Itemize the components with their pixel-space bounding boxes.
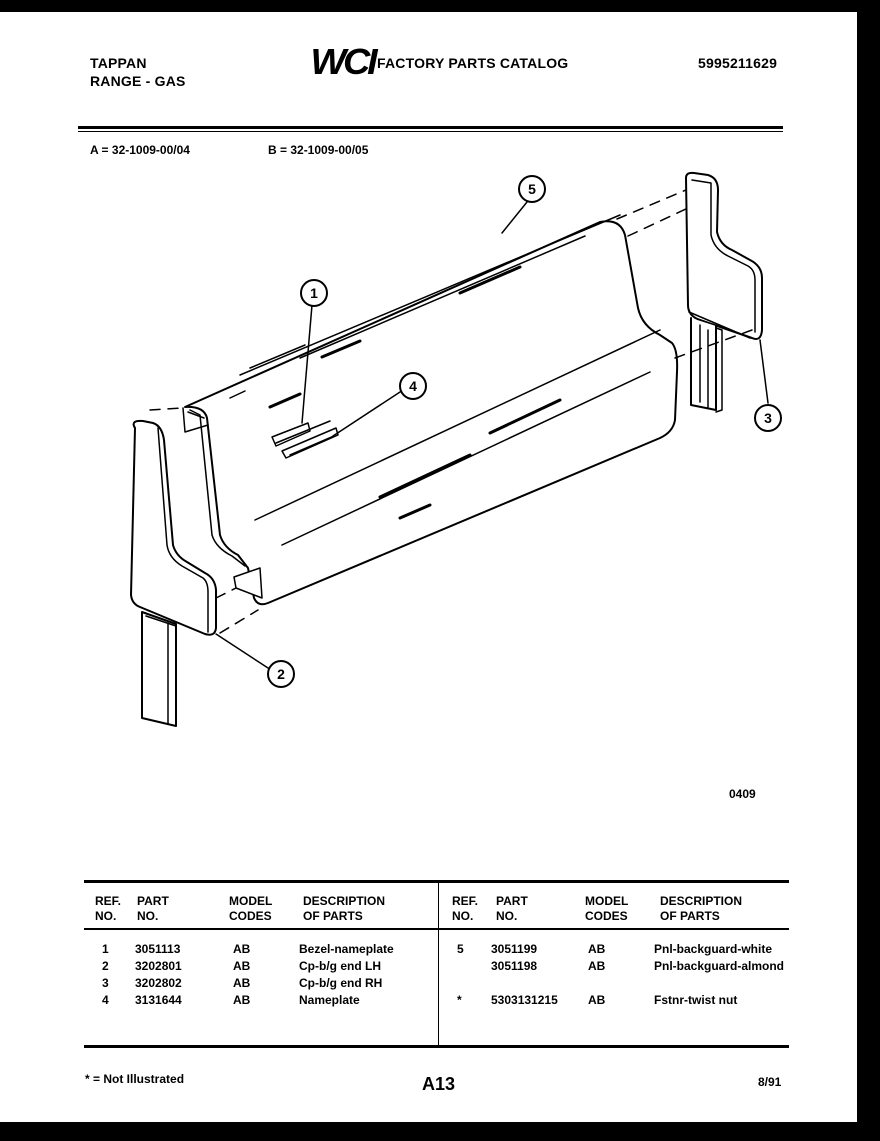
product-label: RANGE - GAS [90,73,186,89]
catalog-number: 5995211629 [698,55,778,71]
table-header-rule [84,928,789,930]
model-a: A = 32-1009-00/04 [90,143,190,157]
brand-label: TAPPAN [90,55,147,71]
table-divider [438,882,439,1047]
header-model-codes: MODEL CODES [229,894,273,923]
catalog-title: FACTORY PARTS CATALOG [377,55,569,71]
header-ref-no: REF. NO. [95,894,122,923]
header-description-right: DESCRIPTION OF PARTS [660,894,743,923]
end-cap-rh-drawing [686,173,762,412]
callout-4-label: 4 [409,378,417,394]
figure-code: 0409 [729,787,756,801]
catalog-page: TAPPAN RANGE - GAS WCI FACTORY PARTS CATALOG 5995211629 A = 32-1009-00/04 B = 32-1009-00/05 5 1 4 2 3 0409 REF. NO. PART NO. MODEL CODES DESCRIPTION OF PARTS REF. NO. PART NO. MODEL CODES DESCRIPTION OF PARTS 1 3051113 AB Bezel-nameplate 2 3202801 AB Cp-b/g end LH 3 3202802 AB Cp-b/g end RH 4 3131644 AB Nameplate 5 3051199 AB Pnl-backguard-white 3051198 AB Pnl-backguard-almond * 5303131215 AB Fstnr-twist nut * = Not Illustrated A13 8/91 [0,12,857,1122]
wci-logo: WCI [310,41,375,82]
header-description: DESCRIPTION OF PARTS [303,894,386,923]
table-bottom-rule [84,1045,789,1048]
header-part-no-right: PART NO. [496,894,528,923]
callout-3-label: 3 [764,410,772,426]
callout-2-label: 2 [277,666,285,682]
callout-1-label: 1 [310,285,318,301]
model-b: B = 32-1009-00/05 [268,143,369,157]
revision-date: 8/91 [758,1075,782,1089]
callout-5-label: 5 [528,181,536,197]
header-ref-no-right: REF. NO. [452,894,479,923]
not-illustrated-note: * = Not Illustrated [85,1072,185,1086]
page-number: A13 [422,1074,456,1094]
header-part-no: PART NO. [137,894,169,923]
table-top-rule [84,880,789,883]
end-cap-lh-drawing [131,421,216,726]
backguard-panel-drawing [183,221,677,604]
header-model-codes-right: MODEL CODES [585,894,629,923]
